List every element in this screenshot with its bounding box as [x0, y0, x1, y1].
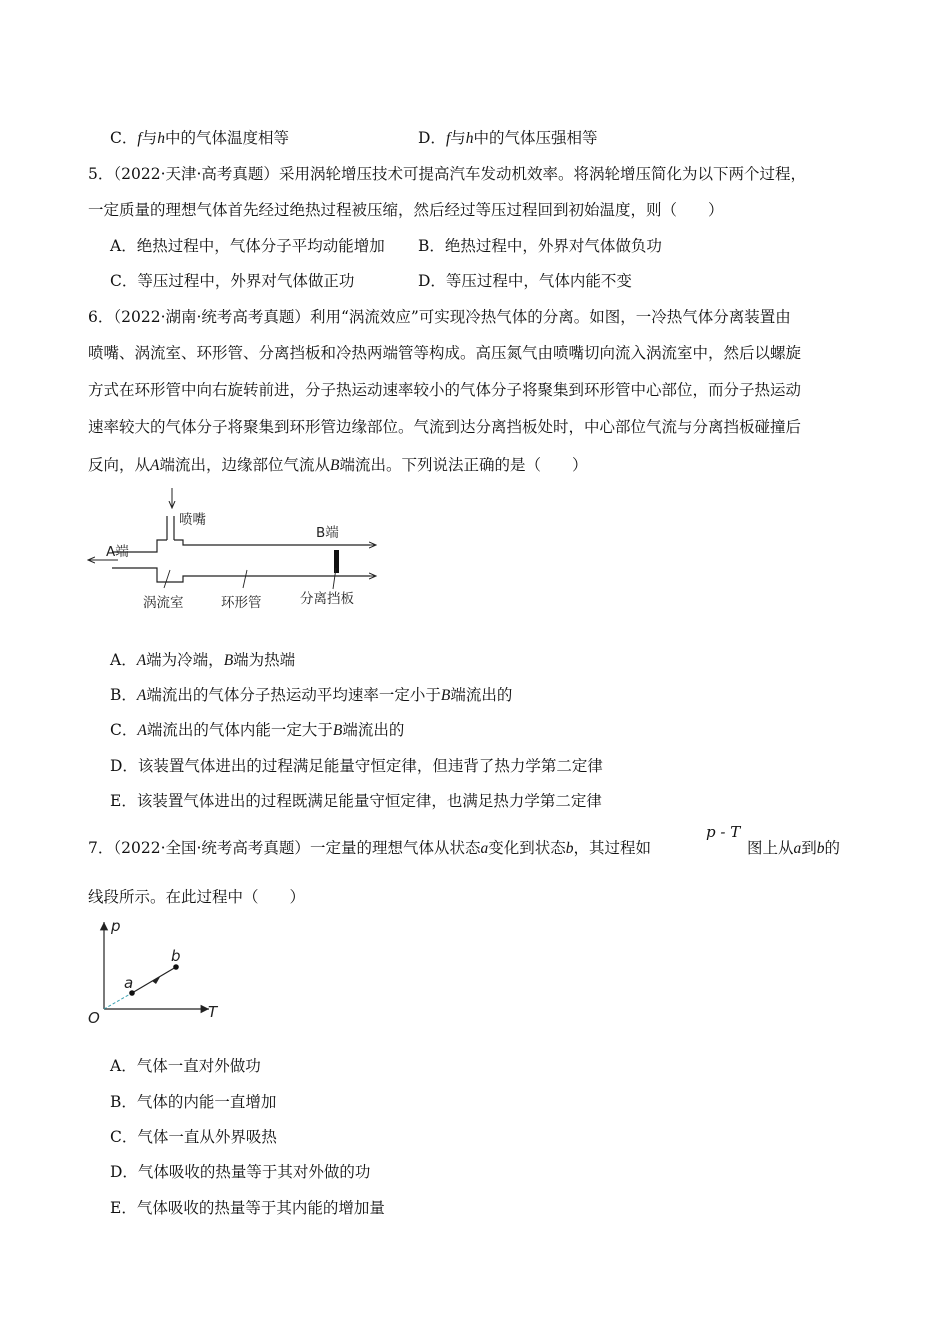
q5-stem-line2: 一定质量的理想气体首先经过绝热过程被压缩，然后经过等压过程回到初始温度，则（ ）: [88, 201, 724, 219]
q6-option-d: D．该装置气体进出的过程满足能量守恒定律，但违背了热力学第二定律: [110, 757, 603, 775]
point-b: [173, 964, 179, 970]
q6-option-e: E．该装置气体进出的过程既满足能量守恒定律，也满足热力学第二定律: [110, 792, 602, 810]
q5-option-b: B．绝热过程中，外界对气体做负功: [418, 237, 662, 255]
q7-stem-line1-tail: 图上从a到b的: [747, 839, 841, 857]
direction-arrow: [152, 977, 160, 984]
label-b: b: [171, 947, 181, 965]
label-ring-tube: 环形管: [221, 595, 262, 611]
tube-lower-wall: [112, 568, 370, 582]
label-a: a: [124, 974, 134, 992]
vortex-tube-figure: [80, 486, 390, 616]
q5-option-a: A．绝热过程中，气体分子平均动能增加: [110, 237, 385, 255]
pt-graph: [84, 916, 234, 1028]
q7-option-a: A．气体一直对外做功: [110, 1057, 261, 1075]
label-b-end: B端: [316, 525, 339, 541]
q7-option-b: B．气体的内能一直增加: [110, 1093, 277, 1111]
q7-stem-line2: 线段所示。在此过程中（ ）: [88, 888, 306, 906]
label-baffle: 分离挡板: [300, 591, 354, 607]
q7-pt-label: p - T: [706, 823, 741, 841]
q5-option-d: D．等压过程中，气体内能不变: [418, 272, 632, 290]
q7-option-e: E．气体吸收的热量等于其内能的增加量: [110, 1199, 385, 1217]
q4-option-d: D．f与h中的气体压强相等: [418, 129, 598, 147]
label-O: O: [88, 1009, 100, 1027]
q6-stem-line1: 6．（2022·湖南·统考高考真题）利用“涡流效应”可实现冷热气体的分离。如图，一冷热气体分离装置由: [88, 308, 791, 326]
q7-option-d: D．气体吸收的热量等于其对外做的功: [110, 1163, 371, 1181]
q6-option-c: C．A端流出的气体内能一定大于B端流出的: [110, 721, 405, 739]
extension-dashed-line: [104, 993, 132, 1009]
label-nozzle: 喷嘴: [179, 512, 206, 528]
q7-stem-line1: 7．（2022·全国·统考高考真题）一定量的理想气体从状态a变化到状态b，其过程如: [88, 839, 651, 857]
label-a-end: A端: [106, 544, 129, 560]
q6-stem-line2: 喷嘴、涡流室、环形管、分离挡板和冷热两端管等构成。高压氮气由喷嘴切向流入涡流室中，然后以螺旋: [88, 344, 802, 362]
label-vortex-chamber: 涡流室: [143, 595, 184, 611]
q6-stem-line5: 反向，从A端流出，边缘部位气流从B端流出。下列说法正确的是（ ）: [88, 456, 588, 474]
q6-option-b: B．A端流出的气体分子热运动平均速率一定小于B端流出的: [110, 686, 513, 704]
q4-option-c: C．f与h中的气体温度相等: [110, 129, 289, 147]
q7-option-c: C．气体一直从外界吸热: [110, 1128, 277, 1146]
label-T: T: [208, 1003, 218, 1021]
separation-baffle: [334, 550, 339, 573]
label-p: p: [111, 917, 121, 935]
q6-stem-line4: 速率较大的气体分子将聚集到环形管边缘部位。气流到达分离挡板处时，中心部位气流与分离挡板碰撞后: [88, 418, 802, 436]
q5-option-c: C．等压过程中，外界对气体做正功: [110, 272, 355, 290]
q6-option-a: A．A端为冷端，B端为热端: [110, 651, 296, 669]
q6-stem-line3: 方式在环形管中向右旋转前进，分子热运动速率较小的气体分子将聚集到环形管中心部位，而分子热运动: [88, 381, 802, 399]
q5-stem-line1: 5．（2022·天津·高考真题）采用涡轮增压技术可提高汽车发动机效率。将涡轮增压简化为以下两个过程，: [88, 165, 806, 183]
